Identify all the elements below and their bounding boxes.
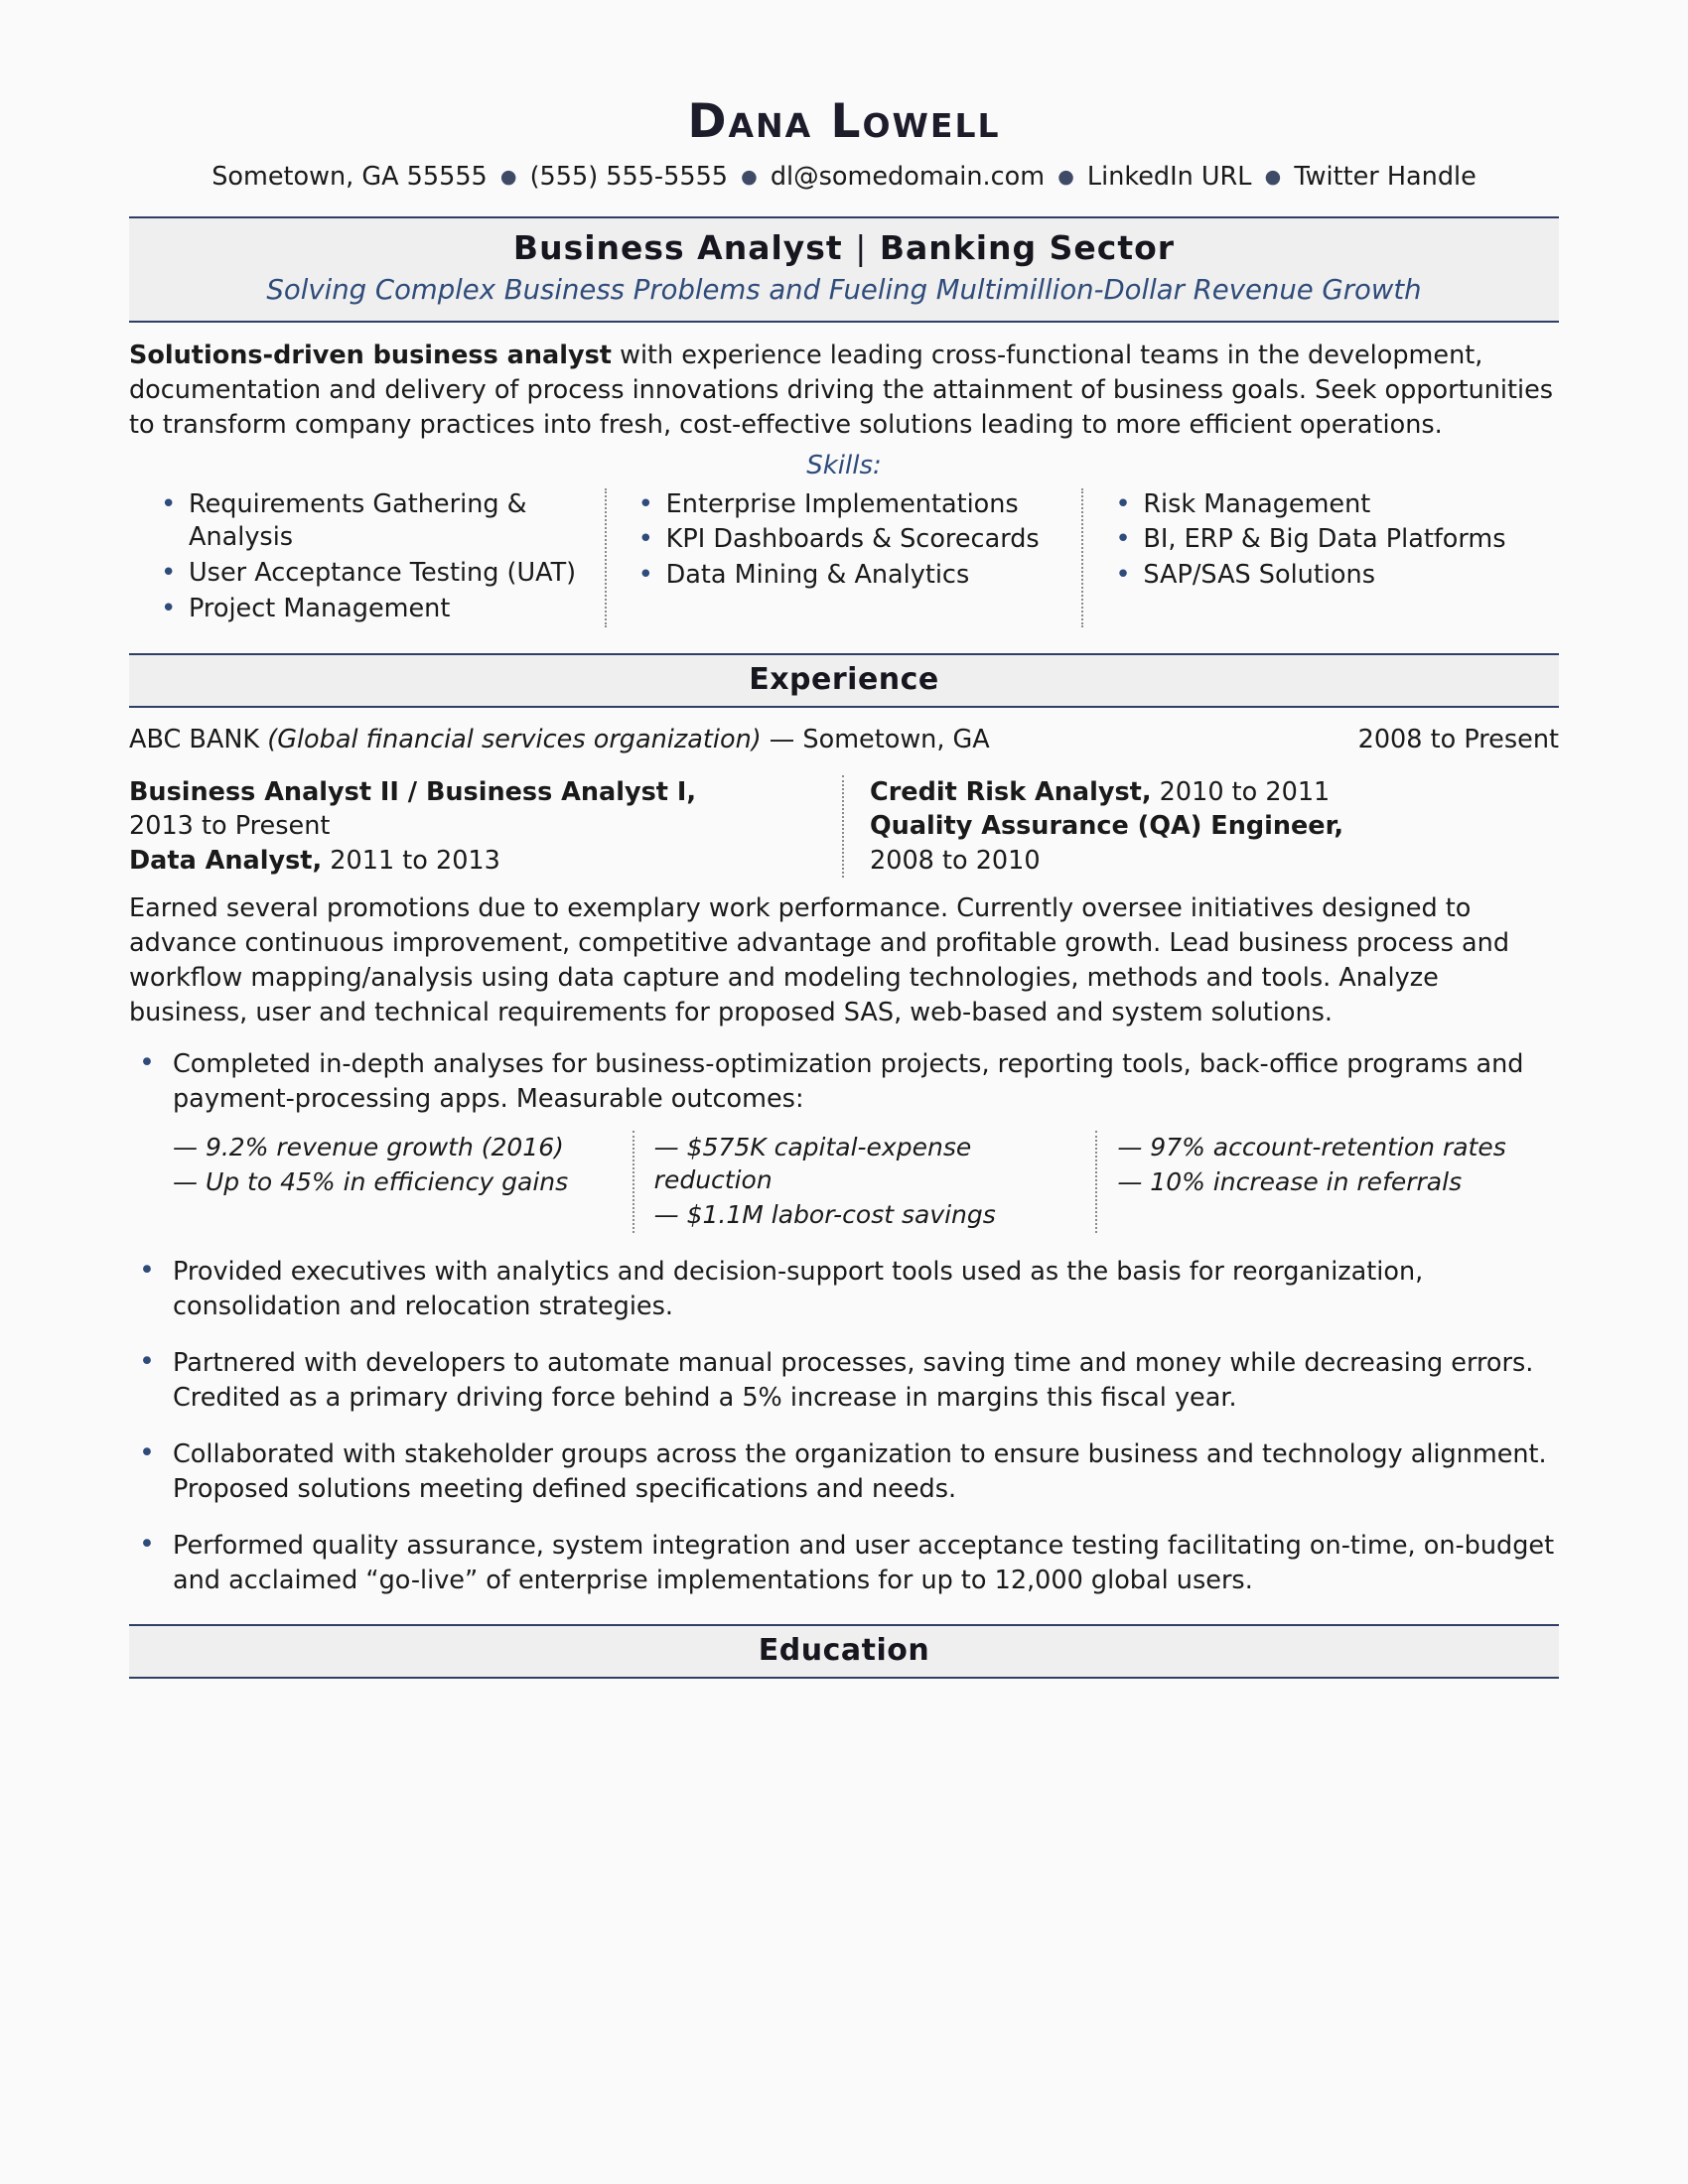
role-dates: 2011 to 2013 — [322, 845, 500, 876]
skills-column-2 — [605, 488, 1082, 628]
metric-item: — Up to 45% in efficiency gains — [173, 1167, 569, 1197]
metrics-column-2 — [633, 1131, 1096, 1233]
experience-paragraph: Earned several promotions due to exemplary work performance. Currently oversee initiatives designed to advance continuous improvement, competitive advantage and profitable growth. Lead business process and workflow mapping/analysis using data capture and modeling technologies, methods and tools. Analyze business, user and technical requirements for proposed SAS, web-based and system solutions. — [129, 892, 1510, 1027]
metrics-columns — [173, 1131, 1559, 1233]
skill-item: • Data Mining & Analytics — [633, 559, 1068, 593]
role-entry — [870, 775, 1559, 809]
experience-bullets — [129, 1047, 1559, 1597]
metric-item: — 9.2% revenue growth (2016) — [173, 1133, 564, 1162]
employer-location: — Sometown, GA — [769, 725, 990, 755]
summary-lead: Solutions-driven business analyst — [129, 341, 612, 371]
role-entry — [129, 844, 818, 878]
job-title — [129, 228, 1559, 267]
contact-line — [129, 161, 1559, 195]
skill-item: • Requirements Gathering & Analysis — [155, 488, 591, 555]
job-title-divider: | — [855, 227, 868, 267]
skill-item: • Project Management — [155, 593, 591, 626]
metric-item: — 97% account-retention rates — [1117, 1133, 1506, 1162]
skill-item: • Risk Management — [1109, 488, 1545, 522]
employer-dates: 2008 to Present — [1357, 725, 1559, 755]
employer-row — [129, 724, 1559, 757]
role-title: Credit Risk Analyst, — [870, 777, 1152, 808]
role-dates: 2010 to 2011 — [1151, 777, 1331, 808]
summary-paragraph — [129, 339, 1559, 443]
experience-bullet: • Collaborated with stakeholder groups across the organization to ensure business and technology alignment. Proposed solutions meeting defined specifications and needs. — [129, 1437, 1559, 1507]
skills-column-1 — [129, 488, 605, 628]
roles-column-left — [129, 775, 842, 877]
experience-bullet — [129, 1047, 1559, 1233]
section-title-education: Education — [129, 1624, 1559, 1679]
summary-rest: with experience leading cross-functional teams in the development, documentation and delivery of process innovations driving the attainment of business goals. Seek opportunities to transform company practices into fresh, cost-effective solutions leading to more efficient operations. — [129, 341, 1554, 440]
role-dates: 2008 to 2010 — [870, 845, 1041, 876]
metric-item: — $575K capital-expense reduction — [653, 1133, 972, 1195]
section-title-experience: Experience — [129, 653, 1559, 708]
bullet-separator-icon: ● — [741, 166, 758, 189]
skills-heading: Skills: — [806, 450, 882, 480]
role-title: Data Analyst, — [129, 845, 323, 876]
skill-item: • User Acceptance Testing (UAT) — [155, 557, 591, 591]
contact-location: Sometown, GA 55555 — [211, 162, 488, 192]
tagline: Solving Complex Business Problems and Fueling Multimillion-Dollar Revenue Growth — [266, 273, 1422, 306]
bullet-separator-icon: ● — [499, 166, 517, 189]
contact-email[interactable]: dl@somedomain.com — [770, 162, 1046, 192]
skill-item: • SAP/SAS Solutions — [1109, 559, 1545, 593]
contact-linkedin[interactable]: LinkedIn URL — [1086, 162, 1252, 192]
skills-column-3 — [1081, 488, 1559, 628]
metric-item: — $1.1M labor-cost savings — [653, 1200, 996, 1230]
metrics-column-1 — [173, 1131, 633, 1233]
candidate-name: Dana Lowell — [687, 94, 1001, 149]
role-dates: 2013 to Present — [129, 811, 331, 842]
roles-columns — [129, 775, 1559, 877]
title-band — [129, 216, 1559, 323]
roles-column-right — [842, 775, 1559, 877]
bullet-separator-icon: ● — [1057, 166, 1074, 189]
metrics-column-3 — [1095, 1131, 1559, 1233]
skill-item: • Enterprise Implementations — [633, 488, 1068, 522]
experience-bullet: • Performed quality assurance, system integration and user acceptance testing facilitating on-time, on-budget and acclaimed “go-live” of enterprise implementations for up to 12,000 global users. — [129, 1529, 1559, 1598]
contact-phone: (555) 555-5555 — [529, 162, 729, 192]
role-title: Business Analyst II / Business Analyst I, — [129, 777, 697, 808]
skill-item: • BI, ERP & Big Data Platforms — [1109, 523, 1545, 557]
skills-columns — [129, 488, 1559, 628]
role-entry — [870, 809, 1559, 877]
employer-info — [129, 724, 990, 757]
job-title-primary: Business Analyst — [512, 227, 843, 267]
experience-bullet-text: Completed in-depth analyses for business-optimization projects, reporting tools, back-office programs and payment-processing apps. Measurable outcomes: — [173, 1049, 1524, 1115]
metric-item: — 10% increase in referrals — [1117, 1167, 1463, 1197]
experience-bullet: • Provided executives with analytics and decision-support tools used as the basis for reorganization, consolidation and relocation strategies. — [129, 1255, 1559, 1324]
bullet-separator-icon: ● — [1264, 166, 1282, 189]
skill-item: • KPI Dashboards & Scorecards — [633, 523, 1068, 557]
role-title: Quality Assurance (QA) Engineer, — [870, 811, 1344, 842]
job-title-secondary: Banking Sector — [879, 227, 1176, 267]
employer-name: ABC BANK — [129, 725, 260, 755]
employer-description: (Global financial services organization) — [267, 725, 762, 755]
experience-bullet: • Partnered with developers to automate manual processes, saving time and money while decreasing errors. Credited as a primary driving force behind a 5% increase in margins this fiscal year. — [129, 1346, 1559, 1416]
role-entry — [129, 775, 818, 843]
contact-twitter[interactable]: Twitter Handle — [1294, 162, 1477, 192]
